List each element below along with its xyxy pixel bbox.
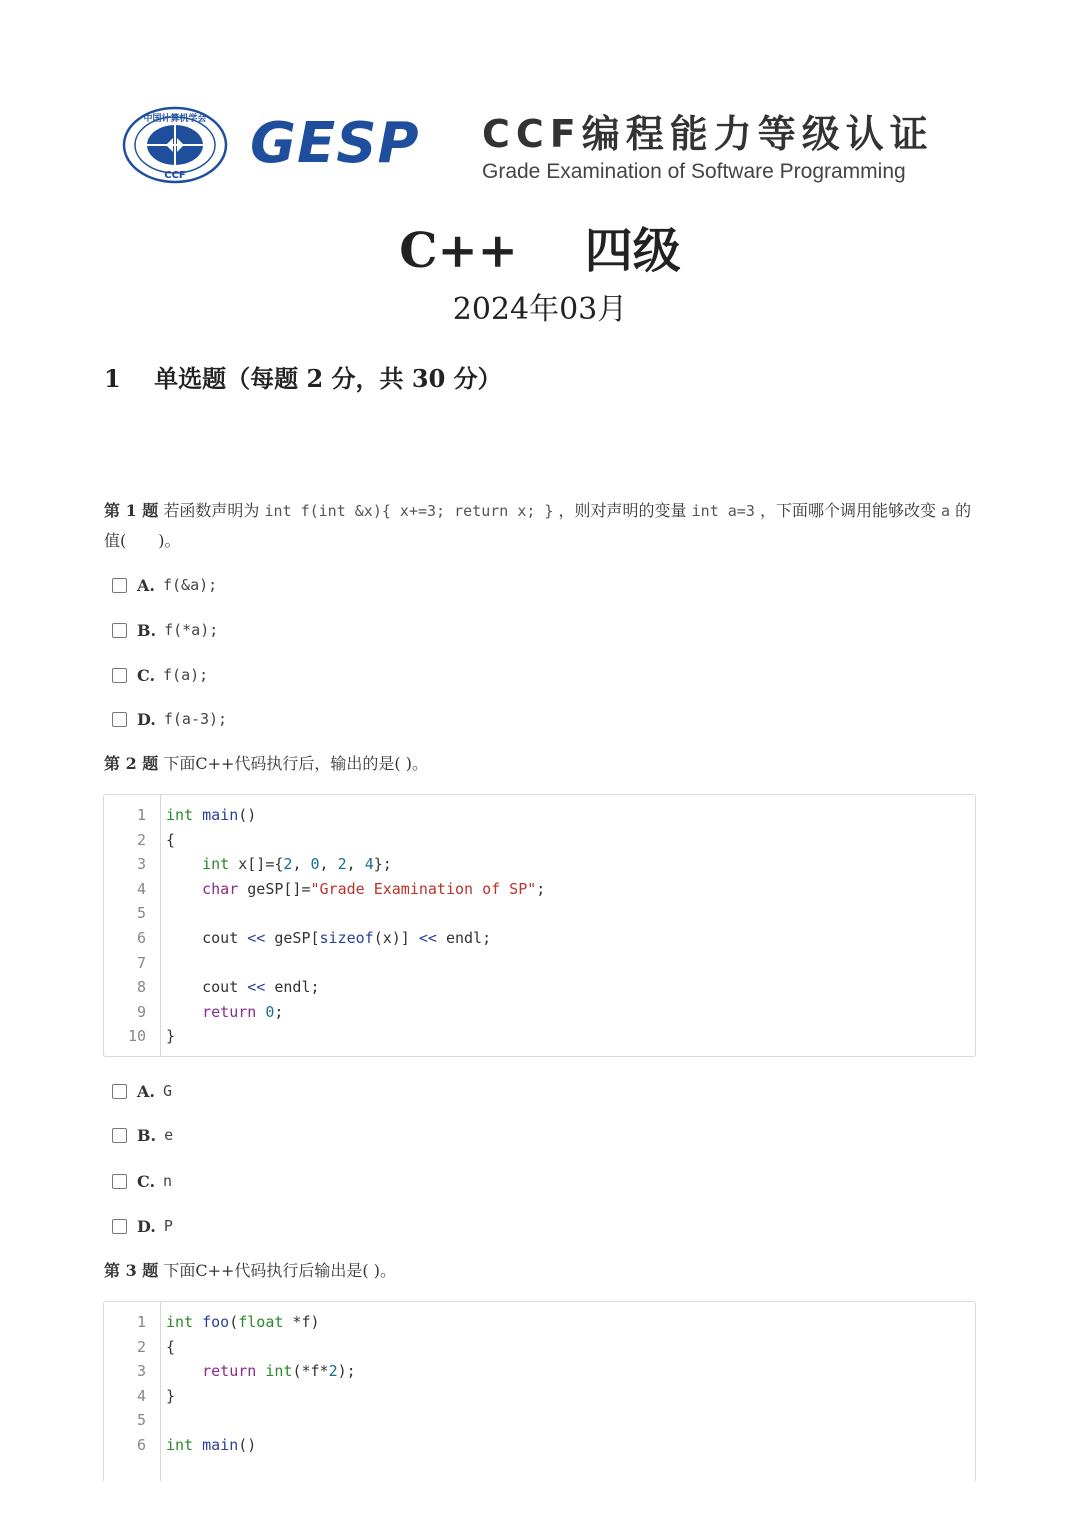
section-heading: 1 单选题（每题 2 分，共 30 分）	[104, 364, 502, 393]
option-value: n	[163, 1172, 173, 1190]
q2-option-d[interactable]	[112, 1214, 173, 1238]
option-value: f(a);	[163, 666, 209, 684]
code-line: }	[166, 1386, 176, 1405]
q2-text: 下面C++代码执行后，输出的是( )。	[158, 754, 428, 773]
option-letter: C.	[137, 1171, 156, 1191]
code-line: char geSP[]="Grade Examination of SP";	[202, 879, 546, 898]
ccf-seal-logo	[122, 106, 228, 184]
option-letter: B.	[137, 620, 157, 640]
code-line: {	[166, 1337, 176, 1356]
question-2-number: 第 2 题	[104, 754, 159, 773]
code-line: cout << geSP[sizeof(x)] << endl;	[166, 928, 492, 947]
line-number: 9	[136, 1002, 146, 1021]
checkbox[interactable]	[112, 1174, 127, 1189]
gesp-logo: GESP	[250, 111, 420, 176]
q2-option-b[interactable]	[112, 1123, 173, 1147]
line-number: 4	[136, 879, 146, 898]
option-value: P	[163, 1217, 173, 1235]
checkbox[interactable]	[112, 668, 127, 683]
line-number: 6	[136, 1435, 146, 1454]
line-number: 5	[136, 904, 146, 923]
line-number: 10	[127, 1027, 146, 1046]
option-letter: A.	[137, 1081, 155, 1101]
line-number: 4	[136, 1386, 146, 1405]
line-number: 8	[136, 978, 146, 997]
question-3-text	[104, 1256, 984, 1285]
brand-subtitle: Grade Examination of Software Programming	[482, 160, 906, 183]
option-value: f(&a);	[162, 576, 218, 594]
q1-option-c[interactable]	[112, 663, 208, 687]
line-number: 5	[136, 1411, 146, 1430]
line-number: 2	[136, 1337, 146, 1356]
question-2-text	[104, 749, 984, 778]
brand-title: CCF编程能力等级认证	[482, 112, 934, 156]
line-number: 7	[136, 953, 146, 972]
q1-option-a[interactable]	[112, 573, 217, 597]
code-line: int main()	[166, 806, 257, 824]
svg-text:CCF: CCF	[164, 170, 186, 181]
code-line: return 0;	[202, 1002, 284, 1021]
question-1-text	[104, 496, 984, 555]
exam-title: C++ 四级	[399, 223, 681, 279]
checkbox[interactable]	[112, 712, 127, 727]
option-letter: D.	[137, 709, 156, 729]
line-number: 6	[136, 928, 146, 947]
q2-option-c[interactable]	[112, 1169, 172, 1193]
code-line: return int(*f*2);	[202, 1362, 356, 1381]
q1-code-a: a	[941, 502, 951, 520]
option-value: G	[162, 1082, 173, 1100]
q2-option-a[interactable]	[112, 1079, 172, 1103]
code-line: cout << endl;	[166, 978, 320, 997]
q1-option-d[interactable]	[112, 707, 227, 731]
option-value: f(a-3);	[163, 710, 228, 728]
question-3-number: 第 3 题	[104, 1261, 159, 1280]
option-letter: D.	[137, 1216, 156, 1236]
option-letter: C.	[137, 665, 156, 685]
option-value: f(*a);	[164, 621, 219, 639]
checkbox[interactable]	[112, 1084, 127, 1099]
q1-option-b[interactable]	[112, 618, 218, 642]
code-line: int x[]={2, 0, 2, 4};	[202, 855, 392, 874]
checkbox[interactable]	[112, 623, 127, 638]
option-letter: A.	[137, 575, 155, 595]
code-line: int main()	[166, 1435, 257, 1454]
code-line: }	[166, 1027, 176, 1046]
q1-code-decl: int f(int &x){ x+=3; return x; }	[264, 502, 554, 520]
option-letter: B.	[137, 1125, 157, 1145]
q1-text-part: 的值( )。	[104, 501, 972, 550]
svg-text:中国计算机学会: 中国计算机学会	[143, 114, 207, 124]
checkbox[interactable]	[112, 1219, 127, 1234]
code-line: {	[166, 830, 176, 849]
option-value: e	[164, 1126, 174, 1144]
line-number: 3	[136, 855, 146, 874]
line-number: 1	[136, 806, 146, 824]
q1-text-part: ，则对声明的变量	[553, 501, 692, 520]
exam-date: 2024年03月	[452, 292, 628, 327]
checkbox[interactable]	[112, 578, 127, 593]
line-number: 3	[136, 1362, 146, 1381]
q3-text: 下面C++代码执行后输出是( )。	[158, 1261, 396, 1280]
q1-text-part: 若函数声明为	[158, 501, 265, 520]
line-number: 2	[136, 830, 146, 849]
q3-code-block	[103, 1301, 976, 1481]
q2-code-block	[103, 794, 976, 1057]
q1-code-var: int a=3	[691, 502, 755, 520]
q1-text-part: ，下面哪个调用能够改变	[754, 501, 942, 520]
code-line: int foo(float *f)	[166, 1313, 320, 1331]
question-1-number: 第 1 题	[104, 501, 159, 520]
checkbox[interactable]	[112, 1128, 127, 1143]
line-number: 1	[136, 1313, 146, 1331]
